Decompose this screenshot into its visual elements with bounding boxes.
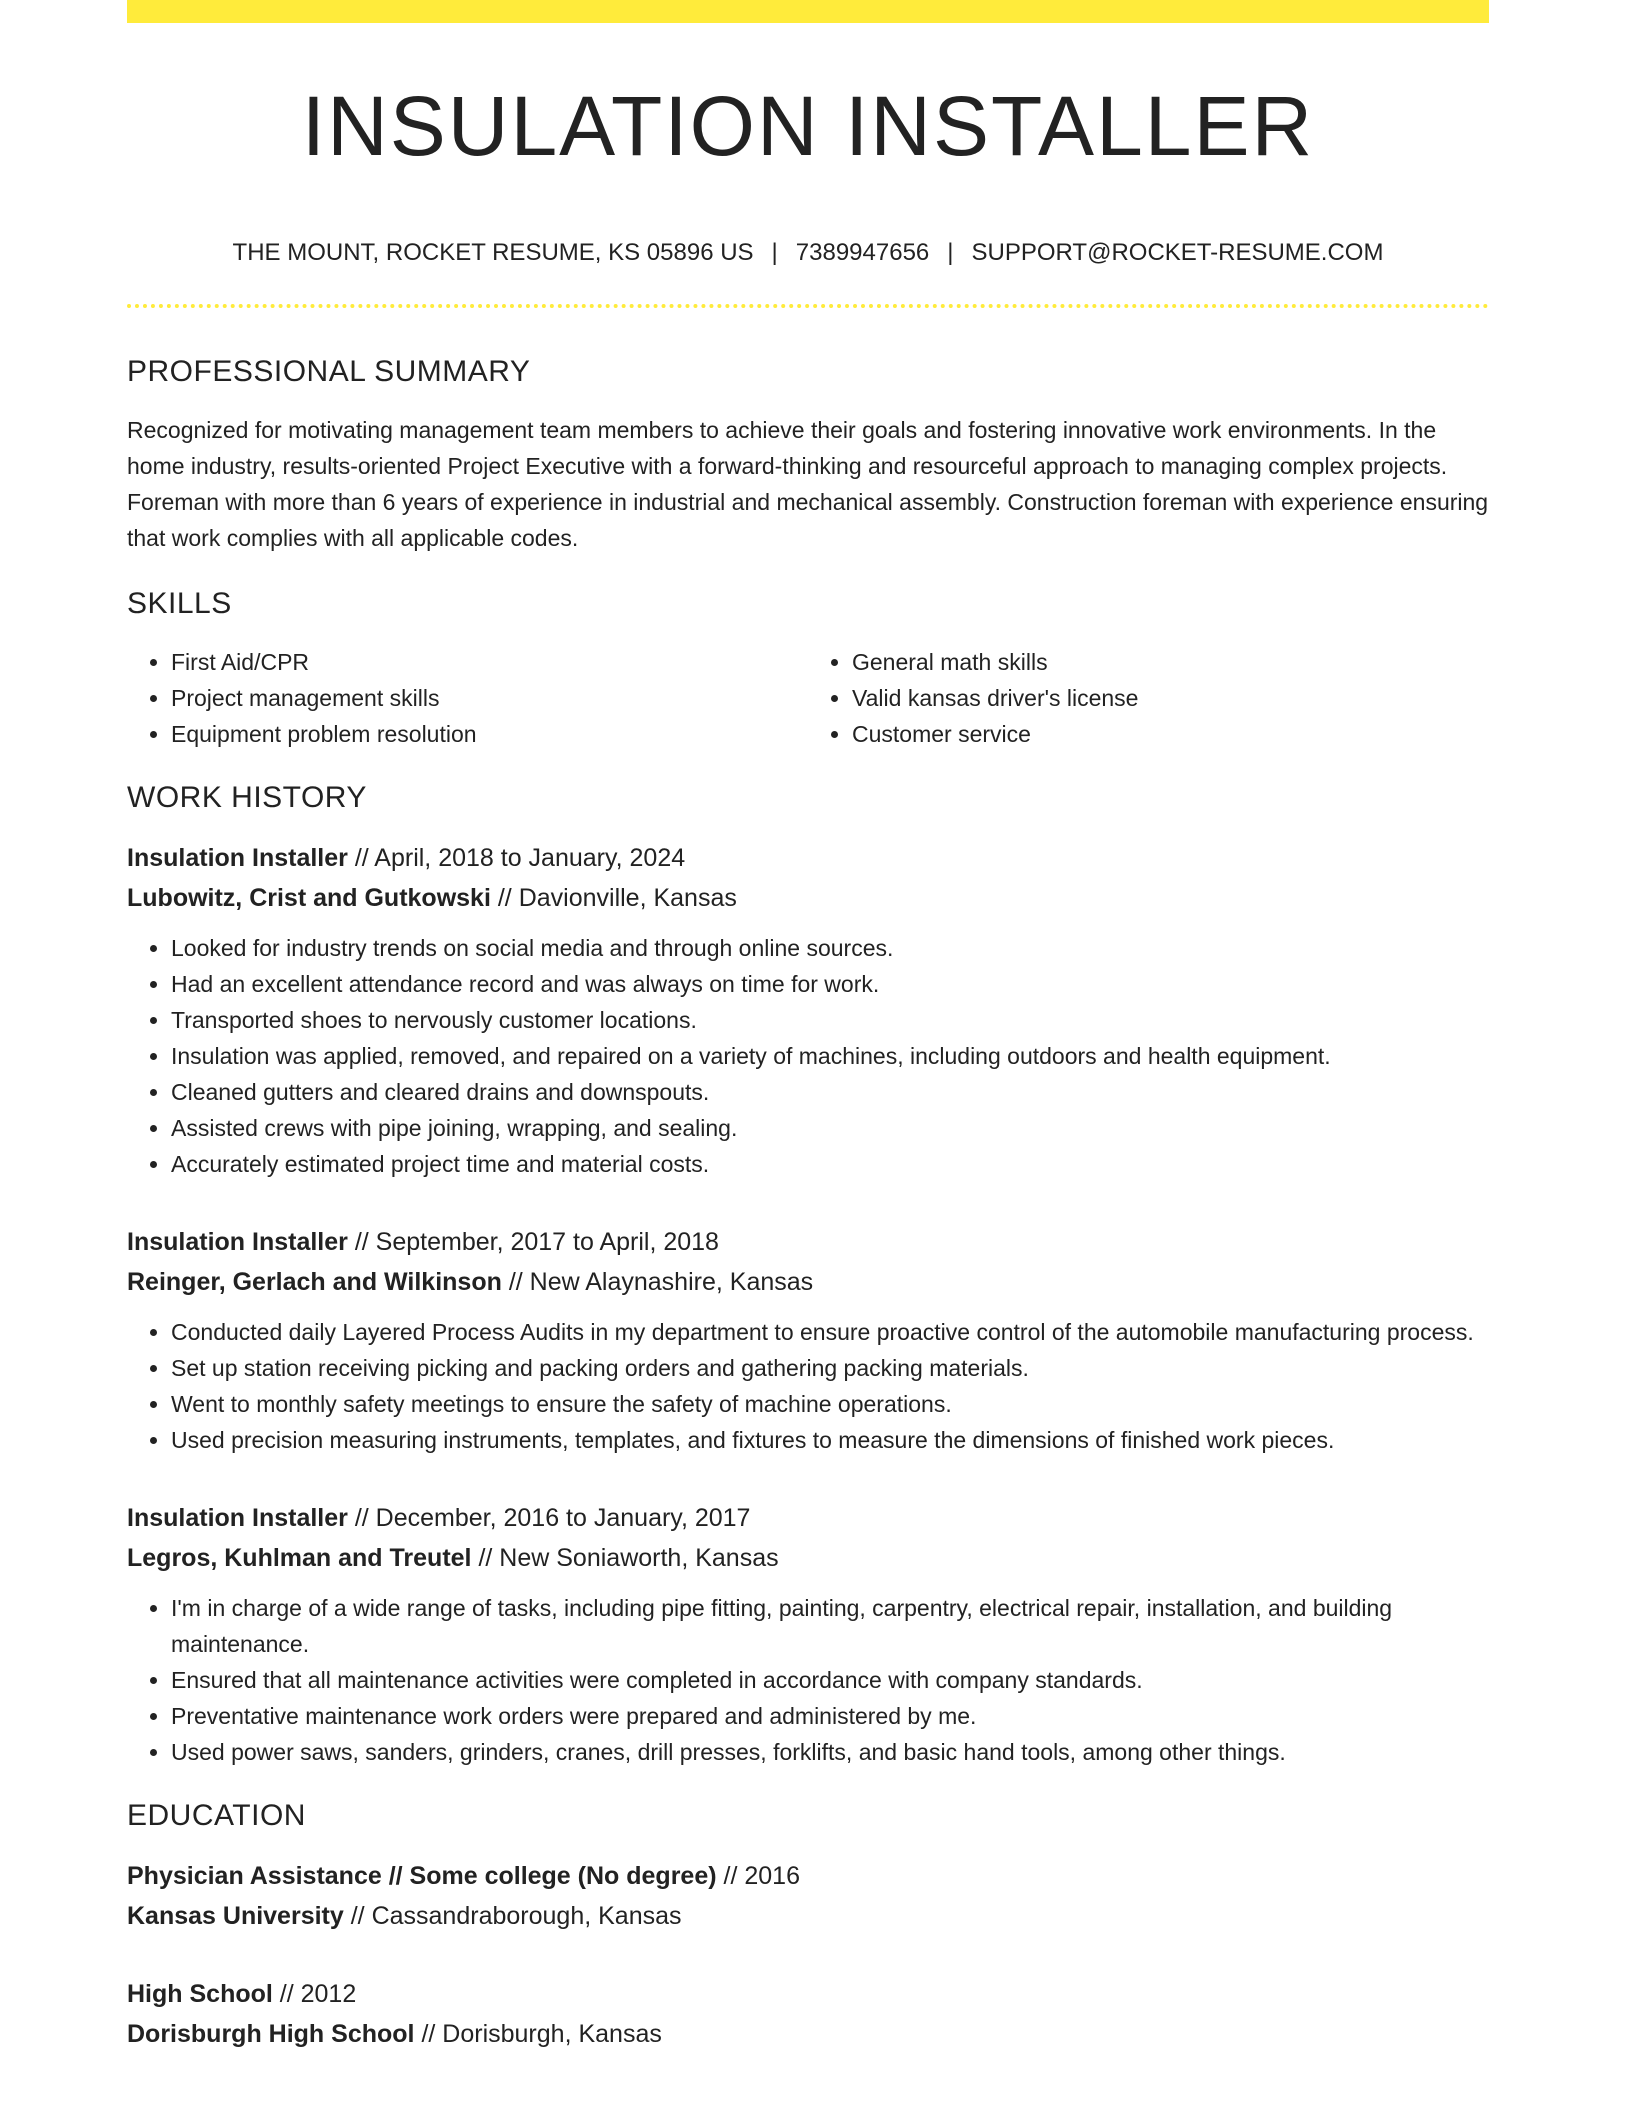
job-title-line (127, 1222, 1489, 1262)
job-bullet: • Went to monthly safety meetings to ensure the safety of machine operations. (171, 1386, 1489, 1422)
job-role: Insulation Installer (127, 844, 348, 872)
skill-item: • Project management skills (171, 680, 808, 716)
education-location: // Cassandraborough, Kansas (350, 1902, 682, 1930)
education-degree-line (127, 1856, 1489, 1896)
education-section-title: EDUCATION (127, 1799, 306, 1832)
job-company-line (127, 1262, 1489, 1302)
job-bullet: • Insulation was applied, removed, and repaired on a variety of machines, including outdoors and health equipment. (171, 1038, 1489, 1074)
resume-name-heading: INSULATION INSTALLER (301, 80, 1315, 173)
education-degree: High School (127, 1980, 273, 2008)
job-bullet: • Looked for industry trends on social media and through online sources. (171, 930, 1489, 966)
job-bullet: • Had an excellent attendance record and was always on time for work. (171, 966, 1489, 1002)
job-location: // New Alaynashire, Kansas (508, 1268, 814, 1296)
job-bullet: • Conducted daily Layered Process Audits in my department to ensure proactive control of the automobile manufacturing process. (171, 1314, 1489, 1350)
job-bullet-list (127, 1314, 1489, 1458)
job-bullet: • Cleaned gutters and cleared drains and downspouts. (171, 1074, 1489, 1110)
education-degree: Physician Assistance // Some college (No degree) (127, 1862, 717, 1890)
job-location: // Davionville, Kansas (497, 884, 737, 912)
job-entry (127, 1222, 1489, 1458)
job-company: Reinger, Gerlach and Wilkinson (127, 1268, 502, 1296)
resume-content (127, 352, 1489, 2092)
job-company-line (127, 1538, 1489, 1578)
contact-separator: | (771, 239, 778, 266)
job-role: Insulation Installer (127, 1228, 348, 1256)
job-bullet-list (127, 930, 1489, 1182)
job-dates: // April, 2018 to January, 2024 (354, 844, 686, 872)
job-bullet: • Transported shoes to nervously customer locations. (171, 1002, 1489, 1038)
work-history-section-title: WORK HISTORY (127, 781, 367, 814)
education-school: Dorisburgh High School (127, 2020, 415, 2048)
job-bullet-list (127, 1590, 1489, 1770)
education-school: Kansas University (127, 1902, 344, 1930)
contact-email: SUPPORT@ROCKET-RESUME.COM (971, 239, 1384, 266)
skill-item: • Valid kansas driver's license (852, 680, 1489, 716)
job-company: Legros, Kuhlman and Treutel (127, 1544, 472, 1572)
skill-item: • Customer service (852, 716, 1489, 752)
skills-list (127, 644, 1489, 752)
education-entry (127, 1974, 1489, 2054)
job-bullet: • Assisted crews with pipe joining, wrapping, and sealing. (171, 1110, 1489, 1146)
education-degree-line (127, 1974, 1489, 2014)
education-entry (127, 1856, 1489, 1936)
job-bullet: • Used power saws, sanders, grinders, cranes, drill presses, forklifts, and basic hand tools, among other things. (171, 1734, 1489, 1770)
summary-text: Recognized for motivating management team members to achieve their goals and fostering innovative work environments. In the home industry, results-oriented Project Executive with a forward-thinking and resourceful approach to managing complex projects. Foreman with more than 6 years of experience in industrial and mechanical assembly. Construction foreman with experience ensuring that work complies with all applicable codes. (127, 417, 1489, 551)
education-school-line (127, 2014, 1489, 2054)
education-year: // 2012 (279, 1980, 357, 2008)
job-role: Insulation Installer (127, 1504, 348, 1532)
education-location: // Dorisburgh, Kansas (421, 2020, 662, 2048)
job-dates: // September, 2017 to April, 2018 (354, 1228, 719, 1256)
contact-phone: 7389947656 (795, 239, 930, 266)
job-bullet: • I'm in charge of a wide range of tasks, including pipe fitting, painting, carpentry, electrical repair, installation, and building maintenance. (171, 1590, 1489, 1662)
skill-item: • First Aid/CPR (171, 644, 808, 680)
job-company-line (127, 878, 1489, 918)
job-bullet: • Accurately estimated project time and material costs. (171, 1146, 1489, 1182)
summary-section-title: PROFESSIONAL SUMMARY (127, 355, 531, 388)
job-bullet: • Set up station receiving picking and packing orders and gathering packing materials. (171, 1350, 1489, 1386)
job-title-line (127, 1498, 1489, 1538)
skills-column-left (127, 644, 808, 752)
job-location: // New Soniaworth, Kansas (478, 1544, 779, 1572)
skills-column-right (808, 644, 1489, 752)
job-entry (127, 838, 1489, 1182)
job-entry (127, 1498, 1489, 1770)
job-bullet: • Preventative maintenance work orders were prepared and administered by me. (171, 1698, 1489, 1734)
contact-line (127, 236, 1489, 270)
job-company: Lubowitz, Crist and Gutkowski (127, 884, 491, 912)
dotted-divider (127, 304, 1489, 308)
skill-item: • General math skills (852, 644, 1489, 680)
job-bullet: • Used precision measuring instruments, templates, and fixtures to measure the dimensions of finished work pieces. (171, 1422, 1489, 1458)
education-year: // 2016 (723, 1862, 800, 1890)
skills-section-title: SKILLS (127, 587, 232, 620)
top-accent-bar (127, 0, 1489, 23)
skill-item: • Equipment problem resolution (171, 716, 808, 752)
contact-separator: | (947, 239, 954, 266)
job-dates: // December, 2016 to January, 2017 (354, 1504, 751, 1532)
job-title-line (127, 838, 1489, 878)
education-school-line (127, 1896, 1489, 1936)
job-bullet: • Ensured that all maintenance activities were completed in accordance with company standards. (171, 1662, 1489, 1698)
contact-address: THE MOUNT, ROCKET RESUME, KS 05896 US (232, 239, 754, 266)
